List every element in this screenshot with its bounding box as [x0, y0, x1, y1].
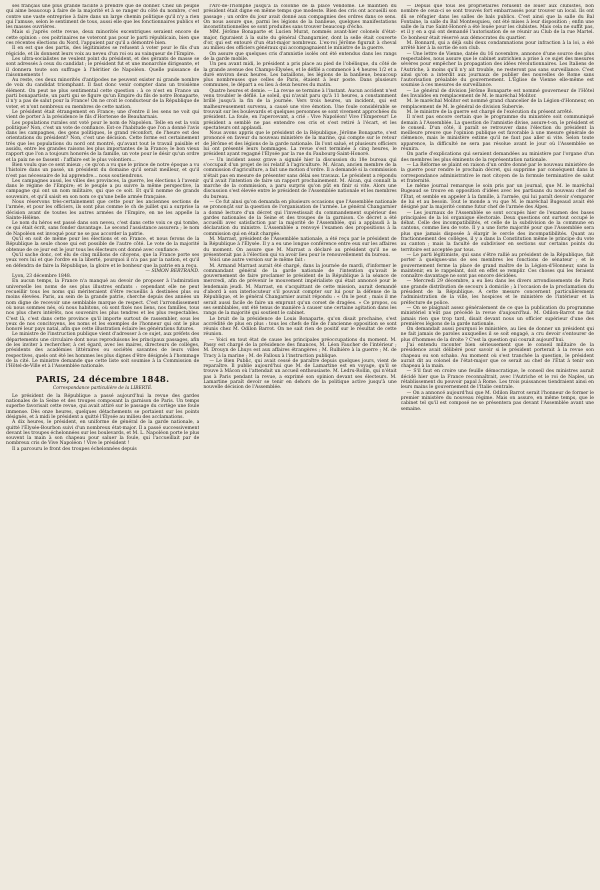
article-paragraph: M. Armand Marrast aurait été chargé, dans la journée de mardi, d'informer le commandant général de la garde nationale de l'intention qu'avait le gouvernement de faire proclamer le président de la République à la séance de mercredi, afin de prévenir le mouvement impérialiste qui était annoncé pour le lendemain jeudi. M. Marrast, en s'acquittant de cette mission, aurait demandé d'abord à son interlocuteur s'il pouvait compter sur lui pour la défense de la République, et le général Changarnier aurait répondu : « On le peut ; mais il me serait aussi facile de faire un emprunt qu'un corset de dragées. » Ce propos, ou ses semblables, ont été tenus de manière à causer une certaine agitation dans les rangs de la majorité qui soutient le cabinet. — [203, 263, 397, 317]
correspondence-subtitle: Correspondance particulière de la LIBERTÉ. — [52, 386, 153, 392]
article-paragraph: Le président de la République a passé aujourd'hui la revue des gardes nationales de la Seine et des troupes composant la garnison de Paris. Un temps superbe favorisait cette revue, qui avait attiré sur le passage du cortège une foule immense. Dès onze heures, quelques détachements se portaient sur les points désignés, et à midi le président a quitté l'Élysée au milieu des acclamations. — [6, 393, 200, 420]
article-paragraph: ses français une plus grande facilité à prendre que de donner. Chez un peuple qui aime beaucoup à faire de la majorité et à se ranger du côté du nombre, c'est contre une vaste entreprise à faire dans un large chemin politique qu'il n'y a rien qui l'amuse, selon le sentiment de tous, aussi elle que les fonctionnaires publics et les masses ouvrières. — [6, 4, 200, 31]
article-paragraph: — La Réforme se plaint en raison d'un ordre donné par le nouveau ministère de la guerre pour rendre le prochain décret, qui supprime par conséquent dans la correspondance administrative le mot citoyen de la formule terminative de salut et fraternité. — [400, 162, 594, 184]
article-paragraph: — Depuis que tous les propriétaires refusent de louer aux clubistes, bon nombre de ceux-ci se sont trouvés fort embarrassés pour trouver un local. Ils ont dû se réfugier dans les salles de bals publics. C'est ainsi que la salle du Bal Fontaine, la salle du Bal Montesquieu, ont été mises à leur disposition ; enfin une salle de la rue Saint-Honoré a été louée pour les clubistes. Mais cela ne suffit pas, et il y en a qui ont demandé l'autorisation de se réunir au Club de la rue Martel. Ce bonheur était réservé aux démocrates du quartier. — [400, 4, 594, 41]
article-paragraph: On assure que quelques cris d'amnistie isolés ont été entendus dans les rangs de la garde mobile. — [203, 51, 397, 62]
article-paragraph: l'Arc-de-Triomphe jusqu'à la colonne de la place Vendôme. Le maintien du président était digne en même temps que modeste. Bien des cris ont accueilli son passage ; un ordre du jour avait donné aux compagnies des ordres dans ce sens. On nous assure que, parmi les légions de la banlieue, quelques manifestations inconstitutionnelles se sont produites sans trouver beaucoup d'écho. — [203, 4, 397, 31]
article-paragraph: On demandait aussi pourquoi le ministère, au lieu de donner un président qui ne fait jamais de paroles auxquelles il se soit engagé, a cru devoir s'entourer de plus d'hommes de la droite ? C'est la question qui courait aujourd'hui. — [400, 327, 594, 343]
article-paragraph: — Un incident assez grave a signalé hier la discussion du 18e bureau qui s'occupait d'un projet de loi relatif à l'agriculture. M. Alcan, ancien membre de la commission d'agriculture, a fait une motion d'ordre. Il a demandé si la commission n'était pas en mesure de présenter sans délai ses travaux. Le président a répondu qu'il avait l'intention de faire un rapport prochainement. M. Alcan, qui connaît la marche de la commission, a paru surpris qu'on pût en finir si vite. Alors une discussion s'est élevée entre le président de l'Assemblée nationale et les membres du bureau. — [203, 157, 397, 200]
article-paragraph: — Mercredi 29 décembre, a eu lieu dans les divers arrondissements de Paris une grande distribution de secours à domicile ; à l'occasion de la proclamation du président de la République. À cette mesure concernent particulièrement l'administration de la ville, les hospices et le ministère de l'intérieur et la préfecture de police. — [400, 279, 594, 306]
article-paragraph: Qu'il en soit de même pour les élections et en France, et nous ferons de la République la seule chose qui est possible de l'autre côté. Le vote de la majorité obtenue de ce jour est le jour tous les électeurs ont donné avec confiance. — [6, 237, 200, 253]
author-signature: — SIMON BERTRAND. — [145, 268, 200, 274]
article-paragraph: — On a annoncé aujourd'hui que M. Odilon Barrot serait l'honneur de former le premier ministère du nouveau régime. Mais on assure, en même temps, que le cabinet tel qu'il est composé ne se présentera pas devant l'Assemblée avant une semaine. — [400, 390, 594, 412]
column-left — [6, 4, 199, 888]
article-paragraph: — Le parti légitimiste, qui sans s'être rallié au président de la République, fait porter à quelques-uns de ses membres les fonctions de sénateur ; et le gouvernement ferme la place de grand maître de la Légion-d'Honneur, sans la maintenir, en le rappelant, doit en effet se remplir. Ces choses qui les feraient connaître davantage ne sont pas encore décidées. — [400, 252, 594, 280]
article-paragraph: Bien voulu que ce sent mieux ; ce qu'on a vu que le prince de notre époque a vu l'histoire dans un passé, un président du domaine qu'il serait meilleur, et qu'il n'est pas nécessaire de lui apprendre... nous soutiendrons. — [6, 162, 200, 179]
article-paragraph: M. Marrast, président de l'Assemblée nationale, a été reçu par le président de la République à l'Élysée. Il y a eu une longue conférence entre eux sur les affaires du moment. On assure que M. Marrast a déclaré au président qu'il ne se présenterait pas à l'élection qui va avoir lieu pour le renouvellement du bureau. — [203, 237, 397, 258]
article-paragraph: Les populations rurales ont voté pour le nom de Napoléon. Telle en est la voix politique? Non, c'est un vote de confiance. Est-ce l'habitude que l'on a donné l'avis dans les campagnes, des gens politiques, le grand réconfort, de l'heure est des orientations du président? Non, c'est une décision. Cette forme est certainement très que les populations du nord ont montré, qu'avant tout le travail paisible et assidu, entre les grandes raisons les plus importantes de la France; le bon vieux rapport que l'on a toujours honorés de la famille, un vote pour le désir qu'un ordre et la paix ne se fassent : l'affaire est le plus volontiers... — [6, 120, 200, 163]
article-paragraph: Le nom du héros est passé dans son neveu, c'est dans cette voix ce qui tombe, ce qui était écrit, sans fonder davantage. Le second l'assistance assurera ; le nom de Napoléon est invoqué pour ne se pas accorder la patrie. — [6, 221, 200, 237]
article-paragraph: Mais si j'après cette revue, deux minorités excentriques seraient encore de cette opinion : ces poitrinaires ne voteront pas pour le parti républicain, bien que ces récentes élections du Nord, l'appuient par qu'il a démontré bien. — [6, 30, 200, 47]
article-paragraph: En aucun temps, la France n'a manqué au devoir de proposer à l'admiration universelle les noms de ses plus illustres enfants : cependant elle ne peut recueillir tous les noms qui mériteraient d'être recueillis à destinées plus ou moins élevées. Paris, au sein de la grande patrie, cherche depuis des années un nom digne de recevoir une semblable marque de respect. C'est l'arrondissement où nous sommes nés, où nous habitons, où sont fixés nos liens, nos familles, tous nos plus chers intérêts, nos souvenirs les plus tendres et les plus respectables. C'est là, c'est dans cette province qu'il importe surtout de rassembler, sous les yeux de nos concitoyens, les noms et les exemples de l'honneur qui ont le plus honoré leur pays natal, afin que cette illustration éclaire les générations futures. — [6, 279, 200, 333]
article-paragraph: Nous réservons très-certainement que cette pour les anciennes sections de l'armée, et pour les officiers, ils sont plus comme le ch de juillet qui a surprise la décision avant de toutes les autres armées de l'Empire, en ne les appelle la Sainte-Hélène. — [6, 199, 200, 221]
place-date-line: Lyon, 23 décembre 1848. — [12, 274, 72, 280]
article-paragraph: — Le Bien Public, qui avait cessé de paraître depuis quelques jours, vient de reparaître. Il publie aujourd'hui que M. de Lamartine est en voyage, qu'il se trouve à Mâcon où l'attendait un accueil enthousiaste. M. Ledru-Rollin, qui n'était pas à Paris pendant la revue, a exprimé son opinion devant ses électeurs. M. Lamartine paraît devoir se tenir en dehors de la politique active jusqu'à une nouvelle décision de l'Assemblée. — [203, 358, 397, 391]
article-paragraph: M. le ministre de la guerre est chargé de l'exécution du présent arrêté. — [406, 109, 574, 115]
article-paragraph: — Voici en tout état de cause les principales préoccupations du moment. M. Passy est chargé de la présidence des finances, M. Léon Faucher de l'intérieur ; M. Drouyn de Lhuys est aux affaires étrangères ; M. Rulhière à la guerre ; M. de Tracy à la marine ; M. de Falloux à l'instruction publique. — [203, 337, 397, 359]
article-paragraph: Quatre heures et demie. — La revue se termine à l'instant. Aucun accident n'est venu troubler le défilé. Le soleil, qui n'avait paru qu'à 11 heures, a constamment brillé jusqu'à la fin de la journée. Vers trois heures, un incident, qui est malheureusement survenu, a causé une vive émotion. Une foule considérable se trouvait sur les boulevards et quelques personnes se sont vivement approchées du président. La foule, en l'apercevant, a crié : Vive Napoléon! Vive l'Empereur! Le président a semblé ne pas entendre ces cris et s'est retiré à l'écart, et les spectateurs ont applaudi. — [203, 88, 397, 131]
article-paragraph: Les campagnes aussi, les villes des provinces, la guerre, les élections à l'avenir dans le régime de l'Empire; et le peuple a pu suivre la même perspective, la campagne qui ont un nom militaire, qui que ce soit. Et qu'il nomme de grands souvenirs, et qu'il saisit en son nom ce qu'une belle armée française. — [6, 178, 200, 200]
article-paragraph: À dix heures, le président, en uniforme de général de la garde nationale, a quitté l'Élysée-Bourbon suivi d'un nombreux état-major. Il a passé successivement devant les troupes échelonnées sur les boulevards, et M. L. Napoléon porte le plus souvent la main à son chapeau pour saluer la foule, qui l'accueillait par de nombreux cris de Vive Napoléon ! Vive le président ! — [6, 420, 200, 447]
article-paragraph: — Le général de division Jérôme Bonaparte est nommé gouverneur de l'Hôtel des Invalides en remplacement de M. le maréchal Molitor. — [400, 88, 594, 100]
article-paragraph: — Une lettre de Vienne, datée du 16 novembre, annonce d'une source des plus respectables, nous assure que le cabinet autrichien a prise à ce sujet des mesures sévères pour empêcher la propagation des idées révolutionnaires. Les Italiens de l'Autriche, à moins qu'il n'y ait trouble, ne resteront pas sans surveillance. C'est ainsi qu'on a interdit aux journaux de publier des nouvelles de Rome sans l'autorisation préalable du gouvernement. L'Église de Vienne elle-même est soumise à ces mesures de surveillance. — [400, 51, 594, 89]
article-paragraph: Les ultra-socialistes ne veulent point du président, et des gérants de masse se sont adressés à ceux du candidat ; le président fut et une monarchie dirigeante, et il donnera toute son suffrage à l'héritier de Napoléon. Quelle puissance de raisonnements ! — [6, 56, 200, 78]
article-paragraph: Il a parcouru le front des troupes échelonnées depuis — [12, 446, 137, 452]
article-paragraph: Qu'il sache donc, cet élu de cinq millions de citoyens, que la France porte ses yeux vers lui et que l'ordre en la liberté, pourquoi il n'a pas par la nation, et qu'il en défendra de faire la République, la gloire et le bonheur que la patrie en a reçu. — [6, 252, 200, 269]
article-paragraph: — On se plaignait assez généralement de ce que la publication du programme ministériel n'eût pas précédé la revue d'aujourd'hui. M. Odilon-Barrot ne fait jamais rien que trop tard, disait devant nous un officier supérieur d'une des premières légions de la garde nationale. — [400, 305, 594, 327]
article-paragraph: Un peu avant midi, le président a pris place au pied de l'obélisque, du côté de la grande avenue des Champs-Élysées, et le défilé a commencé à 4 heures 1/2 et a duré environ deux heures. Les bataillons, les légions de la banlieue, beaucoup plus nombreuses que celles de Paris, étaient à leur poste. Dans plusieurs communes, le départ a eu lieu à deux heures du matin. — [203, 62, 397, 89]
article-paragraph: — Les journaux de l'Assemblée se sont occupés hier de l'examen des bases principales de la loi organique électorale. Deux questions ont surtout occupé le débat. Celle des incompatibilités, et celle de la subdivision de la commune en cantons, comme lieu de vote. Il y a une forte majorité pour que l'Assemblée sera plus que jamais disposée à élargir le cercle des incompatibilités. Quant au fractionnement des collèges, il y a dans la Constitution même le principe du vote au canton ; mais la faculté de subdiviser en sections sur certains points du territoire est acceptée par tous. — [400, 210, 594, 253]
article-paragraph: Il n'est pas encore certain que le programme du ministère soit communiqué demain à l'Assemblée. La question de l'amnistie divise, assure-t-on, le président et le conseil. D'un côté, il paraît se retrouver dans l'élection du président la meilleure preuve que l'opinion publique est favorable à une mesure générale de clémence, mais le ministère estime qu'il ne faut pas aller si vite. Selon toute apparence, la difficulté ne sera pas résolue avant le jour où l'Assemblée se réunira. — [400, 115, 594, 153]
article-paragraph: M. le maréchal Molitor est nommé grand chancelier de la Légion-d'Honneur, en remplacement de M. le général de division Subervie. — [400, 99, 594, 110]
article-paragraph: Nous avons appris que le président de la République, Jérôme Bonaparte, s'est prononcé en faveur du nouveau ministère de la marine, qui compte sur le retour de Jérôme et des légions de la garde nationale. Ils l'ont salué, et plusieurs officiers lui ont présenté leurs hommages. La revue s'est terminée à cinq heures, le président ayant regagné l'Élysée par la rue du Faubourg-Saint-Honoré. — [203, 131, 397, 158]
article-paragraph: — S'il faut en croire une feuille démocratique, le conseil des ministres aurait décidé hier que la France reconnaîtrait, avec l'Autriche et le roi de Naples, un rétablissement du pouvoir papal à Rome. Les trois puissances tiendraient ainsi en leurs mains le gouvernement de l'Italie centrale. — [400, 369, 594, 391]
article-paragraph: MM. Jérôme Bonaparte et Lucien Murat, nommés avant-hier colonels d'état-major, figuraient à la suite du général Changarnier, dont la selle était couverte d'or, qui est entouré d'un état-major nombreux. L'ex-roi Jérôme figurait à cheval au milieu des officiers généraux qui accompagnaient le ministre de la guerre. — [203, 30, 397, 52]
article-paragraph: Il en est que des partis, des légitimistes se refusent à voter pour le fils d'un régicide, et ils donnent leurs voix au neveu d'un roi ou au vainqueur de l'Empire. — [6, 46, 200, 57]
article-paragraph: — Ce fut ainsi qu'on demanda en plusieurs occasions que l'Assemblée nationale se prononçât sur la question de l'organisation de l'armée. Le général Changarnier a donné lecture d'un décret qui l'investissait du commandement supérieur des gardes nationales de la Seine et des troupes de la garnison. Ce décret a été accueilli avec satisfaction par la majorité de l'Assemblée, qui a applaudi à la déclaration du ministre. L'Assemblée a renvoyé l'examen des propositions à la commission qui en était chargée. — [203, 199, 397, 237]
article-paragraph: M. Bonnard, qui a déjà subi deux condamnations pour infraction à la loi, a été arrêté hier à la sortie de son club. — [400, 41, 594, 52]
column-right — [401, 4, 594, 888]
column-middle — [203, 4, 396, 888]
article-paragraph: Le ministre de l'instruction publique vient d'adresser à ce sujet, aux préfets des départements une circulaire dont nous reproduisons les principaux passages, afin de les inviter à rechercher, à cet égard, avec les maires, directeurs de collèges, présidents des académies littéraires ou sociétés savantes de leurs villes respectives, quels ont été les hommes les plus dignes d'être désignés à l'hommage de la cité. Le ministre demande que cette liste soit soumise à la Commission de l'Hôtel-de-Ville et à l'Assemblée nationale. — [6, 332, 200, 370]
article-paragraph: Voici une autre version sur le même fait : — [209, 258, 306, 264]
article-paragraph: Le même journal remarque le soin pris par un journal, que M. le maréchal Bugeaud se trouve en opposition d'idées avec les partisans du nouveau chef de l'État, et semble en appeler à la famille, à l'armée, qui lui paraît devoir s'emparer de lui et au besoin. Tout le monde a vu que M. le maréchal Bugeaud avait été désigné par la majorité comme futur chef de l'armée des Alpes. — [400, 184, 594, 211]
article-paragraph: Au reste, ces deux minorités d'antipodes ne peuvent exister ni grande nombre de voix du candidat triomphant. Il faut donc venir compter dans un troisième élément. On peut ne plus sentimental cette question : à ce n'est en France un parti bonapartiste, un parti qui se figure qu'un Empire du fils de notre Bonaparte, il n'y a pas de salut pour la France! On ne croit le conducteur de la République de voter, et n'ont nombreux ou membres de cette nation. — [6, 78, 200, 110]
article-paragraph: On parle d'explications qui seraient demandées au ministère par l'organe d'un des membres les plus éminents de la représentation nationale. — [400, 152, 594, 163]
section-dateline: PARIS, 24 décembre 1848. — [35, 375, 170, 386]
article-paragraph: J'ai entendu raconter bien sérieusement que le conseil militaire de la présidence avait délibéré pour savoir si le président porterait à la revue son chapeau ou son schako. Au moment où s'est tranchée la question, le président aurait dit au colonel de l'état-major que ce serait au chef de l'État à tenir son chapeau à la main. — [400, 343, 594, 370]
article-paragraph: Le bruit de la présidence de Louis Bonaparte, qu'on disait prochaine, s'est accrédité de plus en plus : tous les chefs de file de l'ancienne opposition se sont réunis chez M. Odilon Barrot. On ne sait rien de positif sur le résultat de cette réunion. — [203, 316, 397, 338]
article-paragraph: Le président était étrangement en France; une d'entre il les sens ne voit qui vient de porter à la présidence le fils d'Hortense de Beauharnais. — [6, 109, 200, 121]
